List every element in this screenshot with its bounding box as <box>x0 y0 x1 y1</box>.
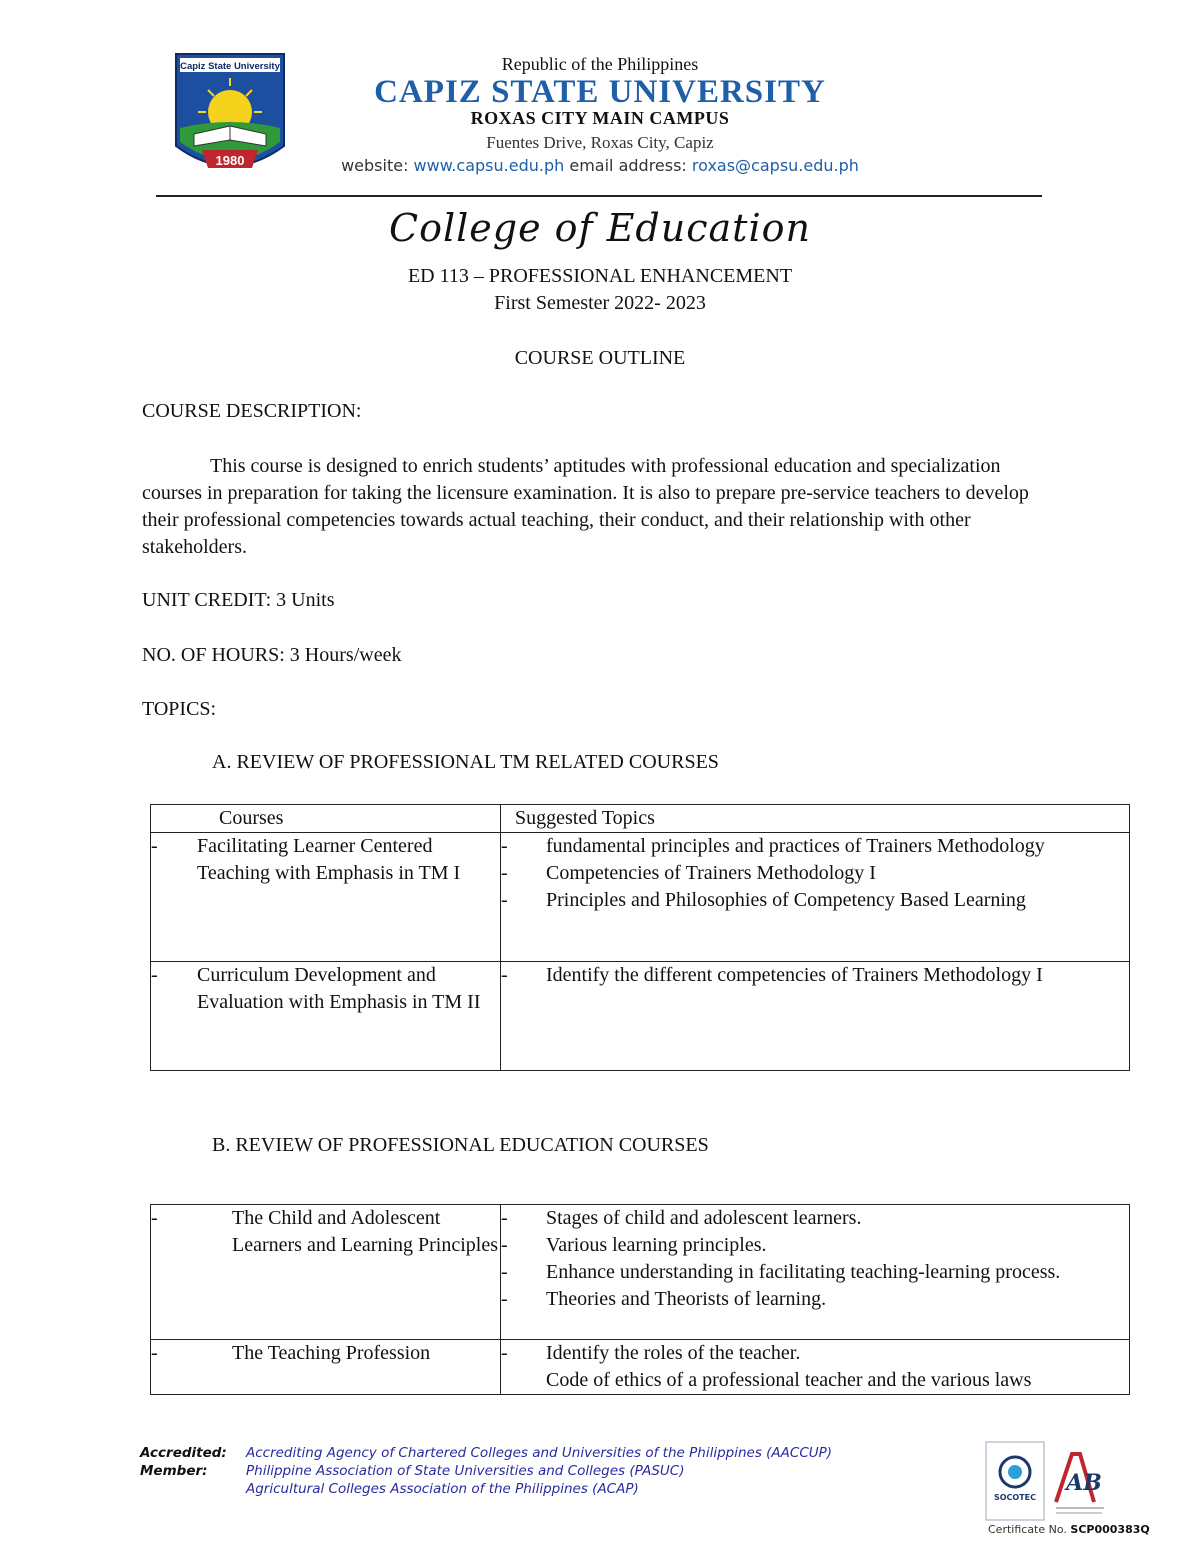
course-cell: - The Teaching Profession <box>151 1340 501 1395</box>
university-logo <box>172 50 288 186</box>
list-item: - Various learning principles. <box>501 1234 767 1256</box>
table-row <box>151 962 1130 1071</box>
semester: First Semester 2022- 2023 <box>494 292 706 314</box>
section-a-heading: A. REVIEW OF PROFESSIONAL TM RELATED COURSES <box>212 751 719 773</box>
member-pasuc: Philippine Association of State Universities and Colleges (PASUC) <box>246 1463 685 1479</box>
table-row <box>151 1340 1130 1395</box>
website-label: website: <box>341 156 409 175</box>
topics-cell <box>501 1205 1130 1340</box>
topics-cell <box>501 833 1130 962</box>
list-item: - Principles and Philosophies of Competency Based Learning <box>501 889 1026 911</box>
course-cell: - Facilitating Learner Centered Teaching with Emphasis in TM I <box>151 833 501 962</box>
certificate-number: Certificate No. SCP000383Q <box>988 1523 1150 1536</box>
socotec-text: SOCOTEC <box>993 1493 1037 1502</box>
section-a-table <box>150 804 1130 1071</box>
table-header-row <box>151 805 1130 833</box>
campus-name: ROXAS CITY MAIN CAMPUS <box>470 108 730 128</box>
list-item: - Identify the roles of the teacher. <box>501 1342 801 1364</box>
list-item: Code of ethics of a professional teacher and the various laws <box>546 1369 1032 1391</box>
table-row <box>151 1205 1130 1340</box>
list-item: - Stages of child and adolescent learners. <box>501 1207 862 1229</box>
topics-label: TOPICS: <box>142 698 217 720</box>
member-acap: Agricultural Colleges Association of the Philippines (ACAP) <box>246 1481 639 1497</box>
list-item: - Competencies of Trainers Methodology I <box>501 862 876 884</box>
description-paragraph <box>142 453 1042 561</box>
description-label: COURSE DESCRIPTION: <box>142 400 362 422</box>
email-link[interactable]: roxas@capsu.edu.ph <box>691 156 859 175</box>
contact-line <box>280 156 920 175</box>
member-label: Member: <box>140 1463 208 1479</box>
email-label: email address: <box>569 156 687 175</box>
header-divider <box>156 195 1042 197</box>
list-item: - Identify the different competencies of Trainers Methodology I <box>501 964 1043 986</box>
campus-address: Fuentes Drive, Roxas City, Capiz <box>486 133 714 152</box>
certification-badge <box>984 1440 1114 1536</box>
section-b-heading: B. REVIEW OF PROFESSIONAL EDUCATION COURSES <box>212 1134 709 1156</box>
accredited-label: Accredited: <box>140 1445 227 1461</box>
hours: NO. OF HOURS: 3 Hours/week <box>142 644 402 666</box>
description-text: This course is designed to enrich students’ aptitudes with professional education and specialization courses in preparation for taking the licensure examination. It is also to prepare pre-service teachers to develop their professional competencies towards actual teaching, their conduct, and their relationship with other stakeholders. <box>142 455 1029 558</box>
ab-text: AB <box>1066 1470 1102 1496</box>
list-item: - Theories and Theorists of learning. <box>501 1288 827 1310</box>
republic-line: Republic of the Philippines <box>501 54 699 74</box>
section-b-table <box>150 1204 1130 1395</box>
course-cell: - Curriculum Development and Evaluation with Emphasis in TM II <box>151 962 501 1071</box>
college-title: College of Education <box>389 206 811 250</box>
header-courses: Courses <box>151 805 501 833</box>
university-name: CAPIZ STATE UNIVERSITY <box>374 74 826 110</box>
outline-heading: COURSE OUTLINE <box>514 347 686 369</box>
table-row <box>151 833 1130 962</box>
accredited-body: Accrediting Agency of Chartered Colleges and Universities of the Philippines (AACCUP) <box>246 1445 833 1461</box>
unit-credit: UNIT CREDIT: 3 Units <box>142 589 335 611</box>
list-item: - Enhance understanding in facilitating teaching-learning process. <box>501 1261 1061 1283</box>
list-item: - fundamental principles and practices of Trainers Methodology <box>501 835 1045 857</box>
footer-affiliations <box>140 1444 832 1498</box>
header-topics: Suggested Topics <box>501 805 1130 833</box>
course-title: ED 113 – PROFESSIONAL ENHANCEMENT <box>407 265 793 287</box>
course-cell: - The Child and Adolescent Learners and Learning Principles <box>151 1205 501 1340</box>
topics-cell <box>501 962 1130 1071</box>
topics-cell <box>501 1340 1130 1395</box>
logo-text: Capiz State University <box>180 61 280 72</box>
website-link[interactable]: www.capsu.edu.ph <box>413 156 565 175</box>
logo-year: 1980 <box>215 153 245 168</box>
